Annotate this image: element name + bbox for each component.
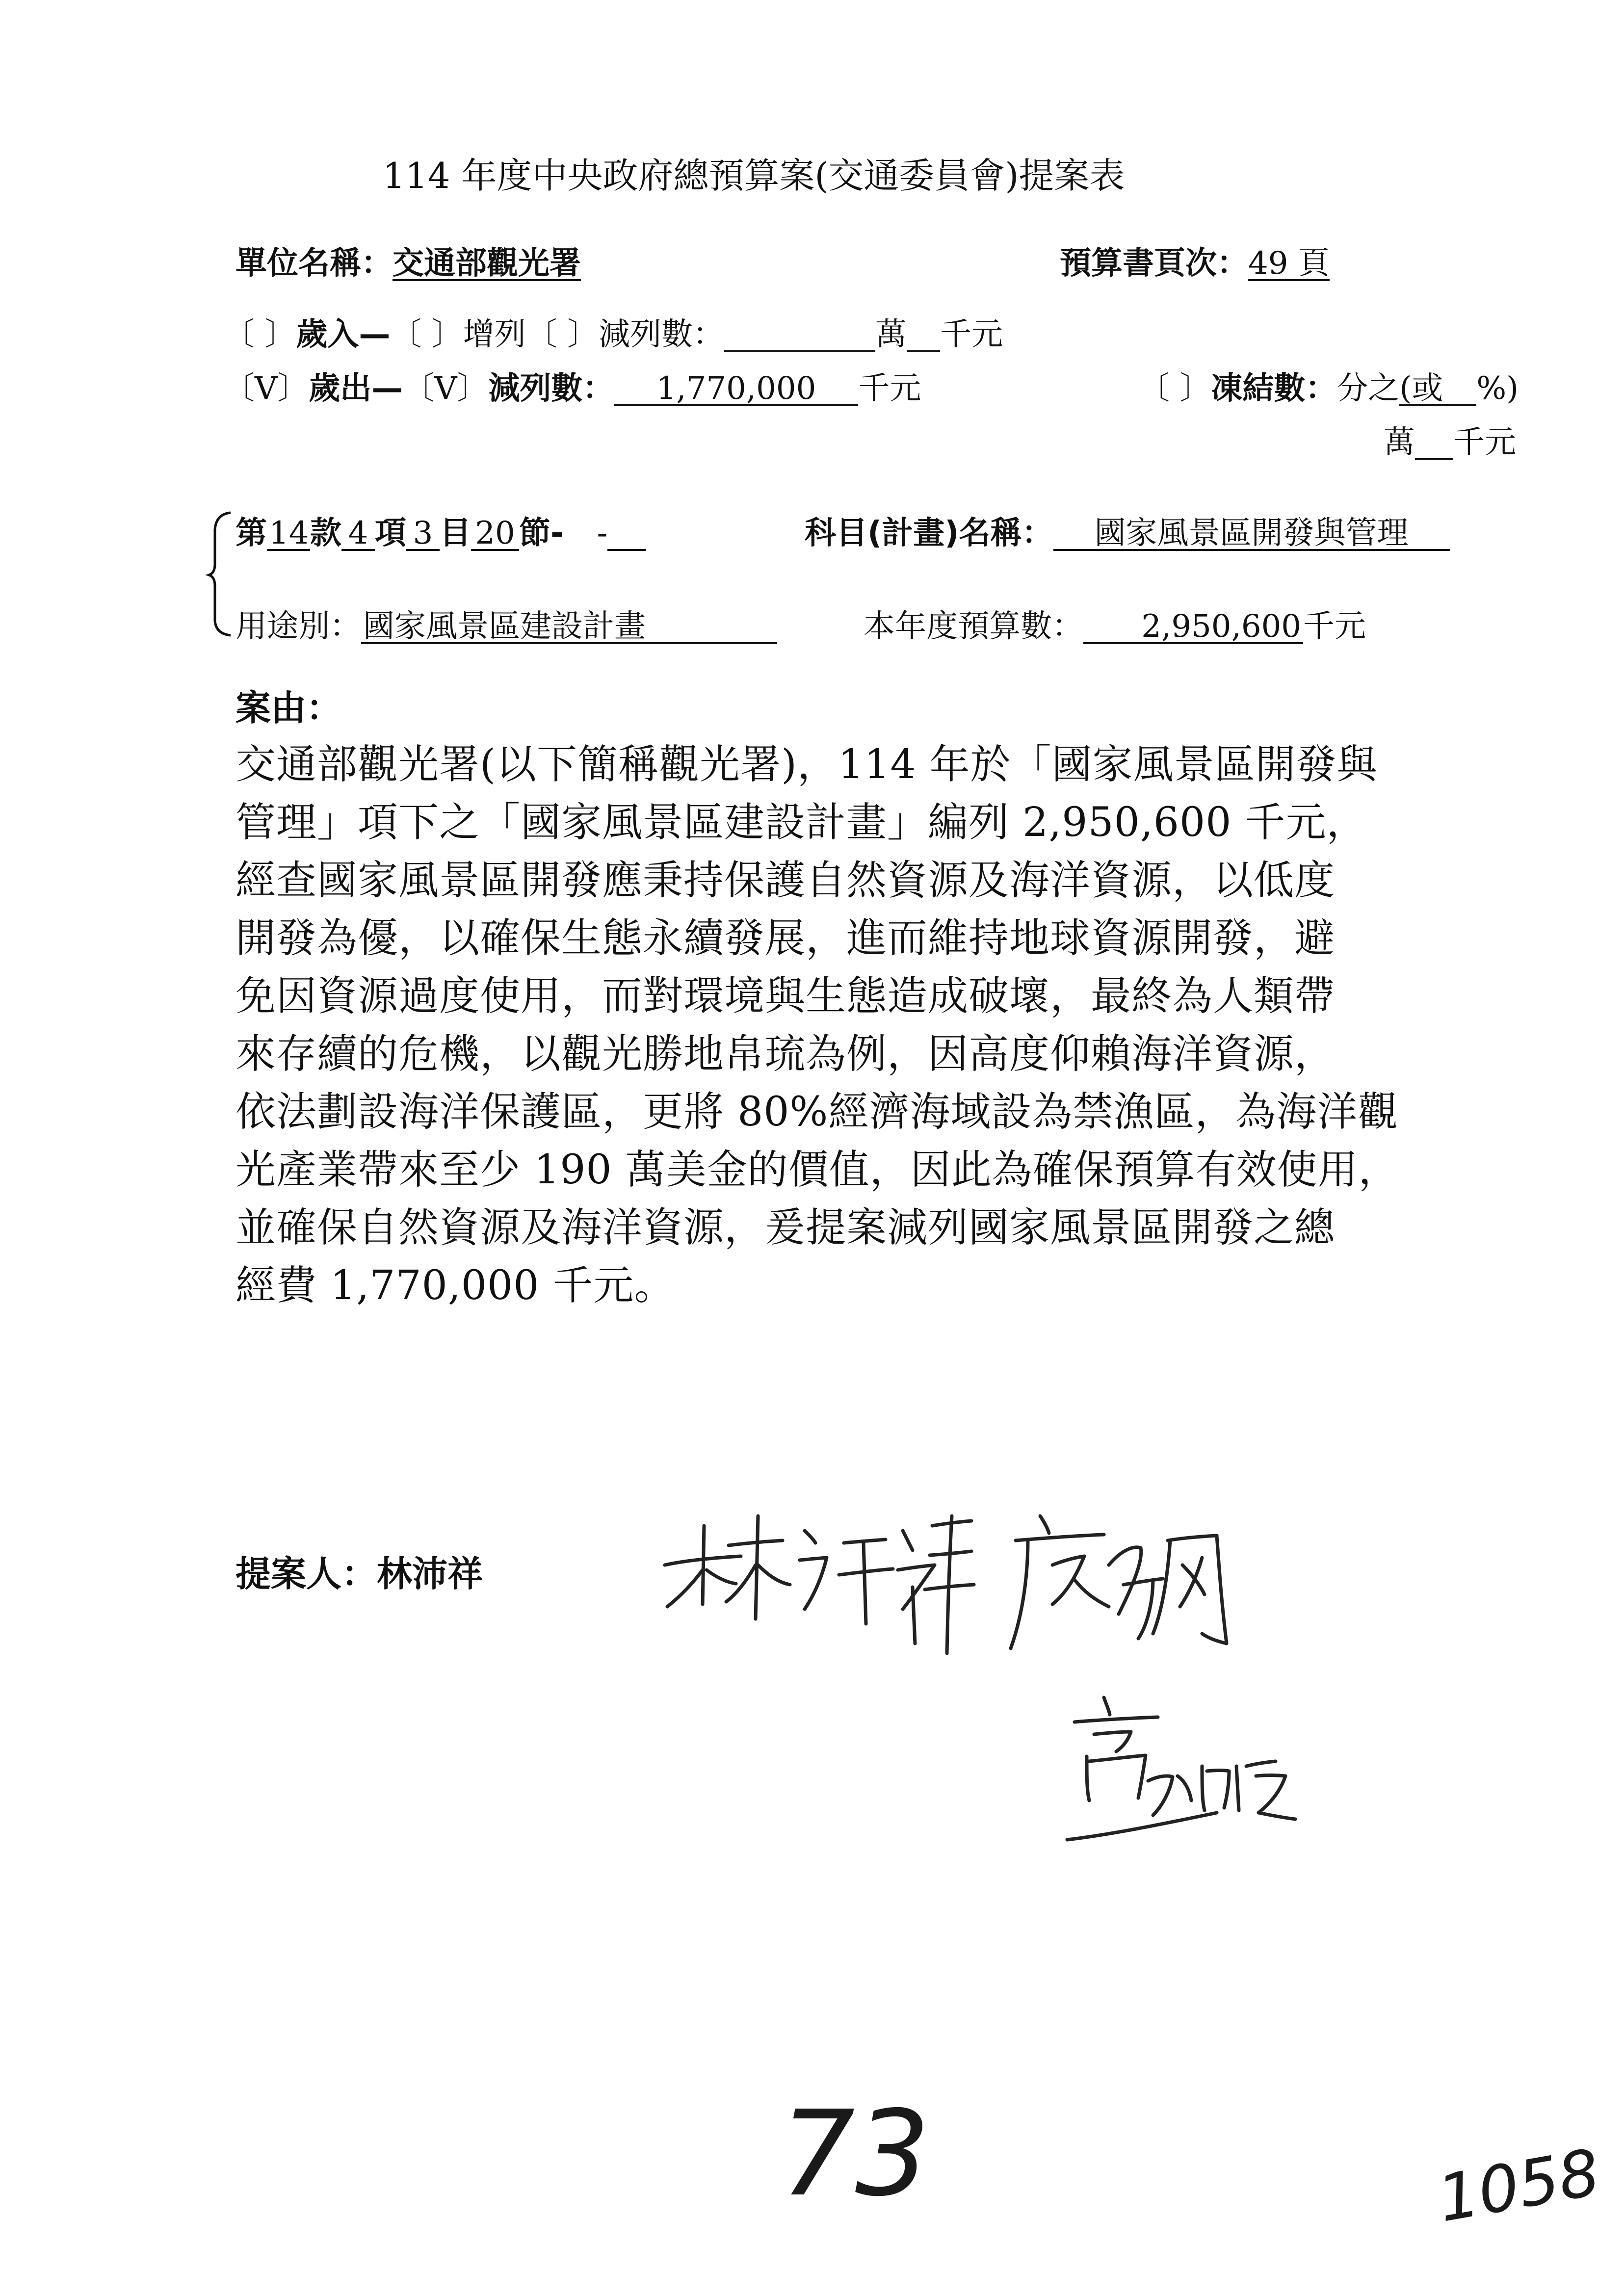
budget-page-row	[1060, 245, 1330, 282]
signature-1	[657, 1496, 976, 1663]
budget-page-value: 49 頁	[1248, 245, 1330, 282]
sub-dash: -	[597, 515, 608, 551]
freeze-unit-qian: 千元	[1453, 424, 1516, 461]
annual-budget-unit: 千元	[1303, 608, 1366, 645]
revenue-wan-blank	[907, 319, 940, 352]
reason-line: 免因資源過度使用，而對環境與生態造成破壞，最終為人類帶	[236, 973, 1336, 1019]
annual-budget-value: 2,950,600	[1083, 611, 1303, 644]
revenue-unit-qian: 千元	[940, 316, 1003, 353]
reason-line: 開發為優，以確保生態永續發展，進而維持地球資源開發，避	[236, 915, 1336, 962]
expense-checkbox: 〔V〕	[223, 370, 309, 407]
revenue-decrease-checkbox: 〔 〕	[525, 316, 599, 353]
signature-3	[1060, 1693, 1305, 1859]
proposer-name: 林沛祥	[377, 1553, 483, 1594]
reason-line: 管理」項下之「國家風景區建設計畫」編列 2,950,600 千元，	[236, 799, 1367, 846]
expense-decrease-label: 減列數：	[488, 370, 614, 407]
reason-heading: 案由：	[236, 687, 342, 729]
freeze-units	[1384, 424, 1516, 461]
item-brace	[206, 510, 236, 638]
reason-line: 光產業帶來至少 190 萬美金的價值，因此為確保預算有效使用，	[236, 1147, 1399, 1193]
reason-line: 依法劃設海洋保護區，更將 80%經濟海域設為禁漁區，為海洋觀	[236, 1089, 1399, 1135]
reason-line: 來存續的危機，以觀光勝地帛琉為例，因高度仰賴海洋資源，	[236, 1031, 1336, 1077]
revenue-row	[223, 316, 1003, 353]
freeze-percent: %)	[1476, 370, 1519, 407]
usage-value: 國家風景區建設計畫	[361, 611, 777, 644]
expense-decrease-checkbox: 〔V〕	[403, 370, 489, 407]
freeze-fraction: 分之	[1336, 370, 1400, 407]
reason-line: 經查國家風景區開發應秉持保護自然資源及海洋資源，以低度	[236, 857, 1336, 904]
revenue-label: 歲入—	[296, 316, 391, 353]
expense-amount: 1,770,000	[614, 373, 858, 406]
subject-row	[805, 515, 1450, 551]
kuan-value: 14	[267, 518, 310, 551]
unit-value: 交通部觀光署	[393, 245, 581, 282]
reason-line: 交通部觀光署(以下簡稱觀光署)，114 年於「國家風景區開發與	[236, 741, 1378, 788]
kuan-unit: 款	[310, 515, 341, 551]
signature-2	[1006, 1501, 1261, 1658]
freeze-wan-blank	[1415, 427, 1453, 460]
unit-label: 單位名稱：	[236, 245, 393, 282]
jie-value: 20	[471, 518, 519, 551]
freeze-unit-wan: 萬	[1384, 424, 1415, 461]
revenue-checkbox: 〔 〕	[223, 316, 296, 353]
freeze-or: (或	[1399, 370, 1443, 407]
xiang-value: 4	[341, 518, 375, 551]
reason-line: 經費 1,770,000 千元。	[236, 1262, 675, 1309]
handwritten-page-number: 73	[780, 2085, 930, 2222]
usage-row	[236, 608, 777, 645]
budget-page-label: 預算書頁次：	[1060, 245, 1248, 282]
proposer-label: 提案人：	[236, 1553, 377, 1594]
freeze-label: 凍結數：	[1211, 370, 1337, 407]
annual-budget-label: 本年度預算數：	[864, 608, 1083, 645]
xiang-unit: 項	[375, 515, 406, 551]
revenue-decrease-label: 減列數：	[599, 316, 725, 353]
freeze-checkbox: 〔 〕	[1138, 370, 1211, 407]
unit-row	[236, 245, 581, 282]
kuan-label: 第	[236, 515, 267, 551]
freeze-percent-blank	[1443, 373, 1476, 406]
freeze-row	[1138, 370, 1519, 407]
sub-blank-1	[564, 518, 597, 549]
usage-label: 用途別：	[236, 608, 361, 645]
revenue-amount-blank	[724, 319, 875, 352]
expense-row	[223, 370, 921, 407]
annual-budget-row	[864, 608, 1366, 645]
revenue-increase-label: 增列	[463, 316, 526, 353]
reason-line: 並確保自然資源及海洋資源，爰提案減列國家風景區開發之總	[236, 1204, 1336, 1251]
item-row	[236, 515, 646, 551]
revenue-increase-checkbox: 〔 〕	[390, 316, 463, 353]
jie-unit: 節-	[519, 515, 564, 551]
proposer-row	[236, 1545, 483, 1596]
expense-unit: 千元	[858, 370, 921, 407]
subject-value: 國家風景區開發與管理	[1053, 518, 1450, 551]
mu-value: 3	[406, 518, 440, 551]
sub-blank-2	[607, 518, 646, 551]
revenue-unit-wan: 萬	[875, 316, 907, 353]
expense-label: 歲出—	[309, 370, 403, 407]
page-title: 114 年度中央政府總預算案(交通委員會)提案表	[383, 155, 1125, 196]
handwritten-code: 1058	[1432, 2135, 1605, 2237]
mu-unit: 目	[440, 515, 471, 551]
subject-label: 科目(計畫)名稱：	[805, 515, 1053, 551]
